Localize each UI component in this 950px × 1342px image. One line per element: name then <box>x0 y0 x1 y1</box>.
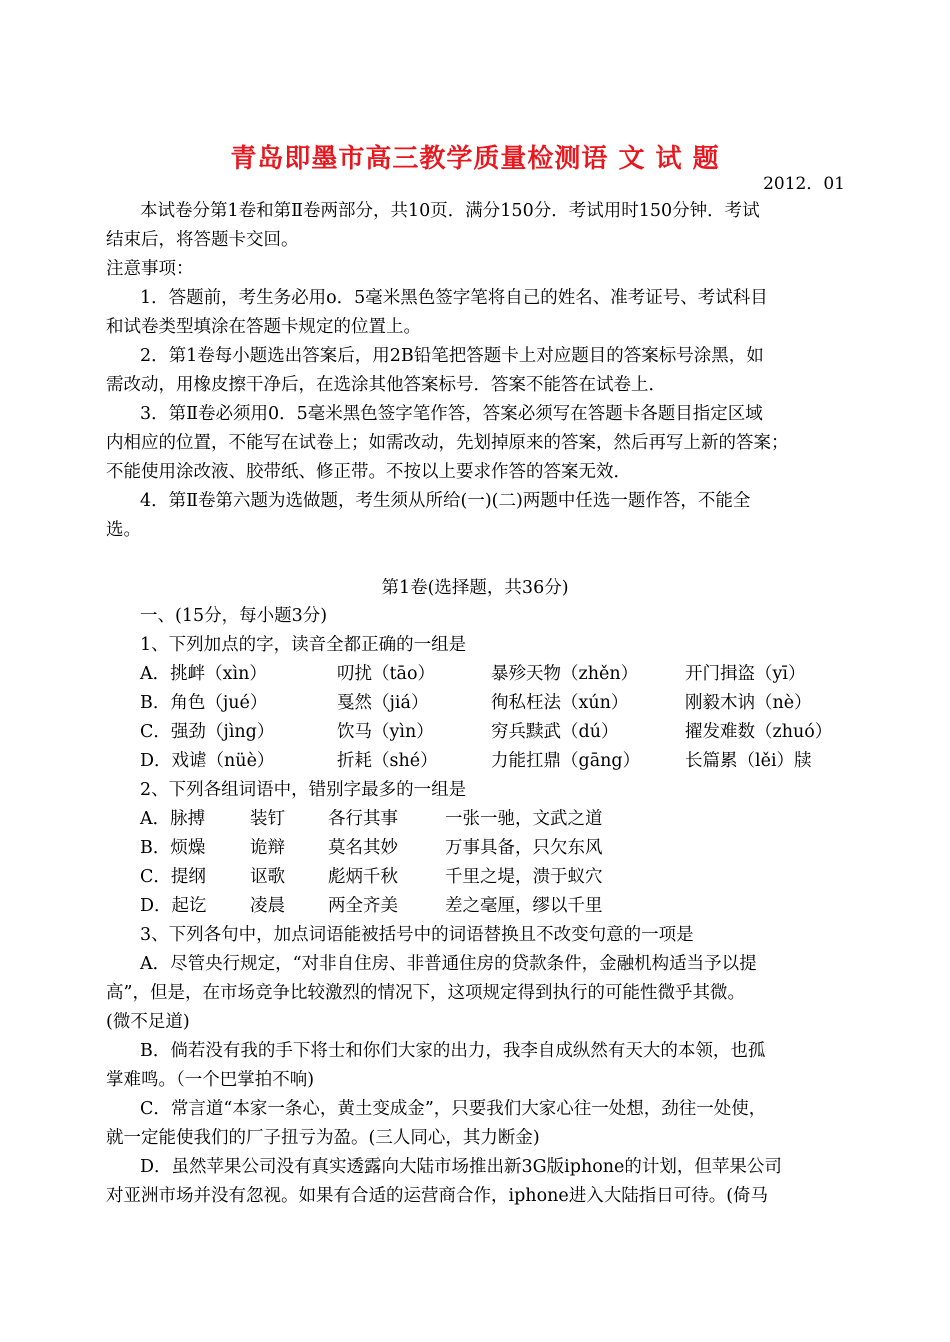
q2-option: 凌晨 <box>250 896 285 916</box>
q1-option: 叨扰（tāo） <box>337 664 436 684</box>
q1-option: 折耗（shé） <box>337 751 438 771</box>
q2-option: 两全齐美 <box>328 896 398 916</box>
exam-title: 青岛即墨市高三教学质量检测语 文 试 题 <box>230 144 720 174</box>
q1-option: 力能扛鼎（gāng） <box>491 751 641 771</box>
intro-line-2: 结束后，将答题卡交回。 <box>106 230 299 250</box>
notice-line: 4．第Ⅱ卷第六题为选做题，考生须从所给(一)(二)两题中任选一题作答，不能全 <box>140 491 751 511</box>
exam-date: 2012．01 <box>763 174 845 194</box>
q2-stem: 2、下列各组词语中，错别字最多的一组是 <box>140 780 467 800</box>
q1-option: 饮马（yìn） <box>337 722 434 742</box>
q3-line: 高”，但是，在市场竞争比较激烈的情况下，这项规定得到执行的可能性微乎其微。 <box>106 983 745 1003</box>
q1-option: 穷兵黩武（dú） <box>491 722 619 742</box>
q1-stem: 1、下列加点的字，读音全都正确的一组是 <box>140 635 467 655</box>
q2-option: C．提纲 <box>140 867 206 887</box>
notice-line: 3．第Ⅱ卷必须用0．5毫米黑色签字笔作答，答案必须写在答题卡各题目指定区域 <box>140 404 763 424</box>
q3-line: 掌难鸣。（一个巴掌拍不响) <box>106 1070 315 1090</box>
q2-option: 差之毫厘，缪以千里 <box>445 896 603 916</box>
q1-option: 刚毅木讷（nè） <box>685 693 812 713</box>
q1-option: B．角色（jué） <box>140 693 268 713</box>
notice-line: 选。 <box>106 520 141 540</box>
section-heading: 第1卷(选择题，共36分) <box>381 578 569 598</box>
notice-line: 和试卷类型填涂在答题卡规定的位置上。 <box>106 317 421 337</box>
q1-option: 徇私枉法（xún） <box>491 693 629 713</box>
q2-option: A．脉搏 <box>140 809 206 829</box>
notice-line: 需改动，用橡皮擦干净后，在选涂其他答案标号．答案不能答在试卷上． <box>106 375 666 395</box>
q3-line: C．常言道“本家一条心，黄土变成金”，只要我们大家心往一处想，劲往一处使， <box>140 1099 767 1119</box>
q1-option: 擢发难数（zhuó） <box>685 722 833 742</box>
q3-line: D．虽然苹果公司没有真实透露向大陆市场推出新3G版iphone的计划，但苹果公司 <box>140 1157 782 1177</box>
notice-line: 内相应的位置，不能写在试卷上；如需改动，先划掉原来的答案，然后再写上新的答案； <box>106 433 789 453</box>
q1-option: D．戏谑（nüè） <box>140 751 275 771</box>
q2-option: 千里之堤，溃于蚁穴 <box>445 867 603 887</box>
q1-option: 暴殄天物（zhěn） <box>491 664 639 684</box>
q2-option: 各行其事 <box>328 809 398 829</box>
q3-line: 就一定能使我们的厂子扭亏为盈。(三人同心，其力断金) <box>106 1128 540 1148</box>
q3-stem: 3、下列各句中，加点词语能被括号中的词语替换且不改变句意的一项是 <box>140 925 694 945</box>
q3-line: A．尽管央行规定，“对非自住房、非普通住房的贷款条件，金融机构适当予以提 <box>140 954 757 974</box>
q3-line: 对亚洲市场并没有忽视。如果有合适的运营商合作，iphone进入大陆指日可待。(倚马 <box>106 1186 769 1206</box>
q1-option: C．强劲（jìng） <box>140 722 275 742</box>
intro-line-1: 本试卷分第1卷和第Ⅱ卷两部分，共10页．满分150分．考试用时150分钟．考试 <box>140 201 760 221</box>
q2-option: 讴歌 <box>250 867 285 887</box>
q3-line: B．倘若没有我的手下将士和你们大家的出力，我李自成纵然有天大的本领，也孤 <box>140 1041 766 1061</box>
q2-option: 诡辩 <box>250 838 285 858</box>
q2-option: 一张一驰，文武之道 <box>445 809 603 829</box>
q2-option: 莫名其妙 <box>328 838 398 858</box>
notice-heading: 注意事项： <box>106 259 194 279</box>
q1-option: 开门揖盗（yī） <box>685 664 806 684</box>
notice-line: 不能使用涂改液、胶带纸、修正带。不按以上要求作答的答案无效． <box>106 462 631 482</box>
q2-option: 万事具备，只欠东风 <box>445 838 603 858</box>
section-part: 一、(15分，每小题3分) <box>140 606 328 626</box>
q1-option: 戛然（jiá） <box>337 693 429 713</box>
q3-line: (微不足道) <box>106 1012 190 1032</box>
notice-line: 1．答题前，考生务必用o．5毫米黑色签字笔将自己的姓名、准考证号、考试科目 <box>140 288 768 308</box>
q1-option: 长篇累（lěi）牍 <box>685 751 812 771</box>
q2-option: 装钉 <box>250 809 285 829</box>
q1-option: A．挑衅（xìn） <box>140 664 267 684</box>
q2-option: B．烦燥 <box>140 838 206 858</box>
notice-line: 2．第1卷每小题选出答案后，用2B铅笔把答题卡上对应题目的答案标号涂黑，如 <box>140 346 764 366</box>
q2-option: 彪炳千秋 <box>328 867 398 887</box>
q2-option: D．起讫 <box>140 896 207 916</box>
